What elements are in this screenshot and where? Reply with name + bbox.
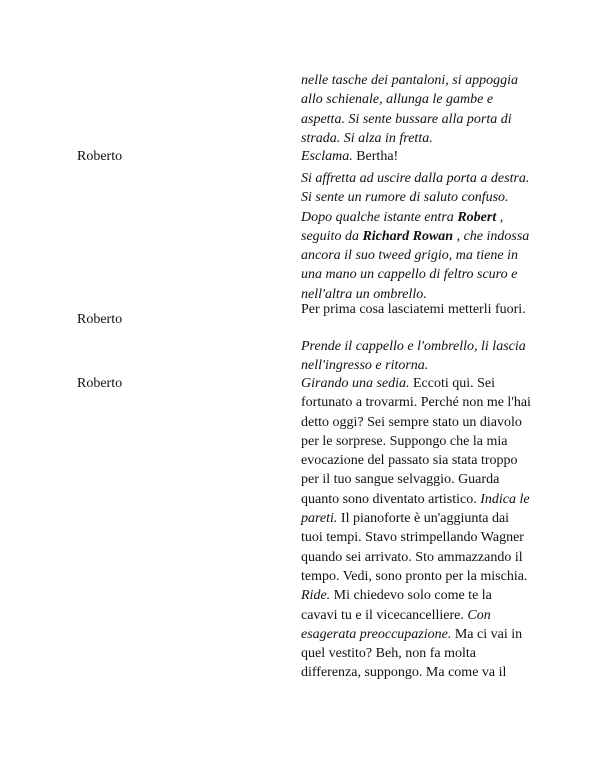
dialogue-text: Ma ci vai in quel vestito? Beh, non fa molta differenza, suppongo. Ma come va il	[301, 626, 523, 681]
dialogue-line	[301, 147, 531, 166]
stage-direction-text: , che indossa ancora il suo tweed grigio, ma tiene in una mano un cappello di feltro scuro e nell'altra un ombrello.	[301, 228, 530, 302]
stage-direction	[301, 71, 531, 148]
stage-direction-text: Ride.	[301, 588, 331, 604]
character-name-richard-rowan: Richard Rowan	[362, 228, 454, 244]
dialogue-text: Eccoti qui. Sei fortunato a trovarmi. Perché non me l'hai detto oggi? Sei sempre stato un diavolo per le sorprese. Suppongo che la mia evocazione del passato sia stata troppo per il tuo sangue selvaggio. Guarda quanto sono diventato artistico.	[301, 376, 531, 507]
stage-direction	[301, 337, 531, 376]
dialogue-text: Mi chiedevo solo come te la cavavi tu e il vicecancelliere.	[301, 588, 492, 623]
speaker-name: Roberto	[77, 149, 123, 164]
stage-direction-text: Prende il cappello e l'ombrello, li lascia nell'ingresso e ritorna.	[301, 339, 526, 374]
stage-direction-text: Girando una sedia.	[301, 376, 410, 391]
dialogue-line	[301, 300, 531, 319]
stage-direction-text: Si affretta ad uscire dalla porta a destra. Si sente un rumore di saluto confuso. Dopo qualche istante entra	[301, 171, 530, 225]
stage-direction-text: Indica le pareti.	[301, 491, 530, 527]
stage-direction	[301, 169, 531, 304]
character-name-robert: Robert	[457, 209, 497, 225]
speaker-name: Roberto	[77, 376, 123, 391]
dialogue-text: Il pianoforte è un'aggiunta dai tuoi tempi. Stavo strimpellando Wagner quando sei arrivato. Sto ammazzando il tempo. Vedi, sono pronto per la mischia.	[301, 511, 528, 584]
dialogue-line	[301, 374, 531, 683]
stage-direction-text: Esclama.	[301, 149, 353, 164]
speaker-name: Roberto	[77, 312, 123, 327]
dialogue-text: Bertha!	[352, 149, 399, 164]
dialogue-text: Per prima cosa lasciatemi metterli fuori.	[301, 302, 526, 317]
stage-direction-text: Con esagerata preoccupazione.	[301, 607, 491, 642]
stage-direction-text: nelle tasche dei pantaloni, si appoggia allo schienale, allunga le gambe e aspetta. Si sente bussare alla porta di strada. Si alza in fretta.	[301, 73, 518, 146]
stage-direction-text: , seguito da	[301, 209, 504, 244]
